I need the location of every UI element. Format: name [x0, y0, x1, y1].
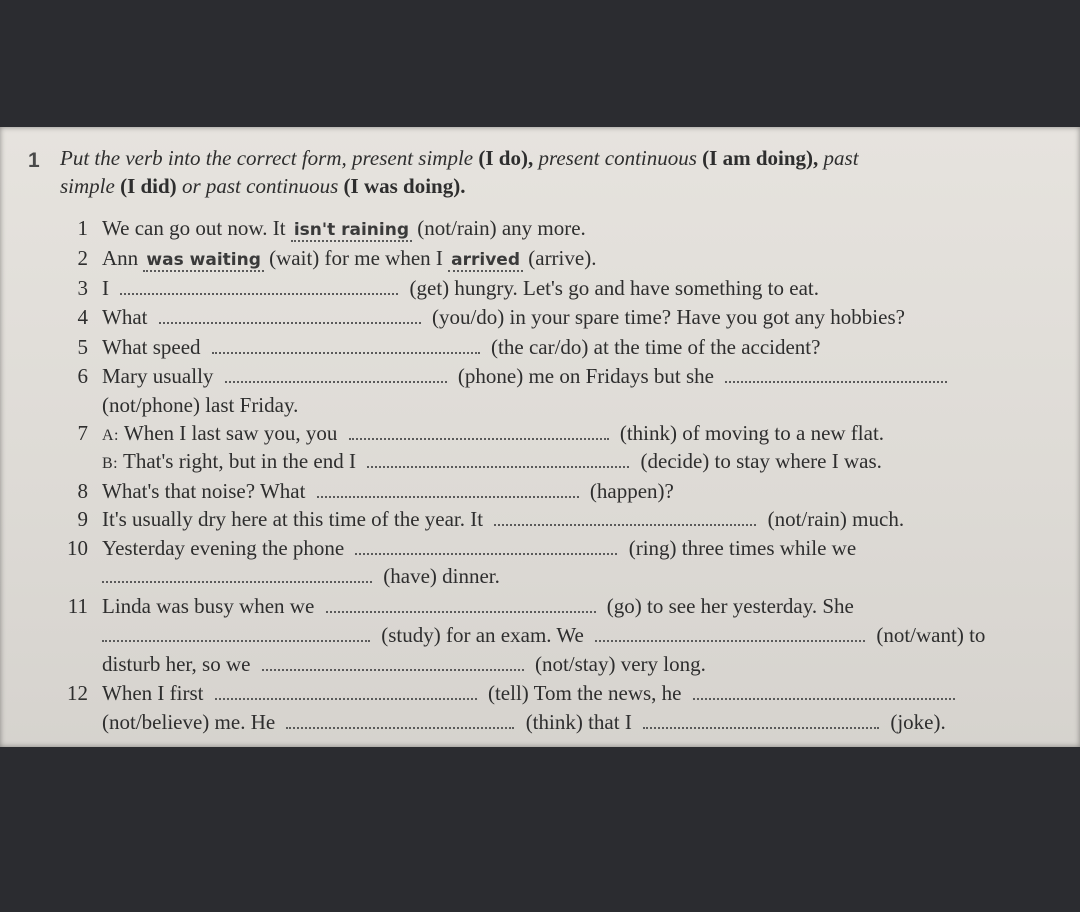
blank-field[interactable]: [595, 638, 865, 642]
blank-field[interactable]: [725, 379, 947, 383]
exercise-instruction: [60, 144, 1060, 200]
item-number: 5: [77, 335, 88, 359]
item-text: (arrive).: [528, 246, 597, 270]
item-text: Ann: [102, 246, 139, 270]
item-text: What speed: [102, 335, 201, 359]
blank-field[interactable]: [159, 320, 421, 324]
blank-field[interactable]: [326, 609, 596, 613]
blank-field[interactable]: [355, 551, 617, 555]
item-text: What's that noise? What: [102, 479, 306, 503]
item-number: 7: [77, 421, 88, 445]
blank-field[interactable]: [349, 436, 609, 440]
speaker-label: A:: [102, 427, 119, 444]
answer-field[interactable]: [143, 246, 263, 272]
blank-field[interactable]: [367, 464, 629, 468]
item-text: It's usually dry here at this time of the year. It: [102, 507, 484, 531]
item-number: 8: [77, 479, 88, 503]
blank-field[interactable]: [693, 696, 955, 700]
item-text: (not/phone) last Friday.: [102, 393, 299, 417]
item-text: (think) that I: [525, 710, 632, 734]
answer-text: arrived: [451, 250, 520, 270]
answer-text: isn't raining: [293, 220, 410, 240]
blank-field[interactable]: [102, 638, 370, 642]
item-number: 3: [77, 276, 88, 300]
blank-field[interactable]: [286, 725, 514, 729]
item-number: 11: [67, 594, 88, 618]
blank-field[interactable]: [643, 725, 879, 729]
item-text: (get) hungry. Let's go and have something to eat.: [409, 276, 819, 300]
instruction-text: Put the verb into the correct form, present simple: [60, 146, 474, 170]
item-text: (tell) Tom the news, he: [487, 681, 682, 705]
speaker-label: B:: [102, 455, 119, 472]
item-text: (ring) three times while we: [628, 536, 857, 560]
blank-field[interactable]: [215, 696, 477, 700]
instruction-example: (I am doing),: [702, 146, 819, 170]
item-number: 6: [77, 364, 88, 388]
item-number: 4: [77, 305, 88, 329]
instruction-example: (I was doing).: [343, 174, 466, 198]
item-text: (wait) for me when I: [269, 246, 443, 270]
item-text: (go) to see her yesterday. She: [606, 594, 854, 618]
item-text: (happen)?: [589, 479, 674, 503]
item-text: (not/want) to: [876, 623, 986, 647]
item-number: 10: [67, 536, 88, 560]
item-text: Linda was busy when we: [102, 594, 315, 618]
item-number: 2: [77, 246, 88, 270]
item-text: (have) dinner.: [383, 564, 500, 588]
item-text: When I last saw you, you: [123, 421, 338, 445]
blank-field[interactable]: [225, 379, 447, 383]
item-text: (not/believe) me. He: [102, 710, 276, 734]
item-number: 12: [67, 681, 88, 705]
item-text: (decide) to stay where I was.: [640, 449, 882, 473]
blank-field[interactable]: [102, 579, 372, 583]
answer-field[interactable]: [291, 216, 412, 242]
instruction-text: present continuous: [538, 146, 697, 170]
instruction-text: simple: [60, 174, 115, 198]
answer-field[interactable]: [448, 246, 523, 272]
item-text: (study) for an exam. We: [381, 623, 584, 647]
item-text: (the car/do) at the time of the accident?: [491, 335, 821, 359]
instruction-example: (I did): [120, 174, 177, 198]
blank-field[interactable]: [120, 291, 398, 295]
item-text: When I first: [102, 681, 204, 705]
instruction-text: past: [823, 146, 859, 170]
item-text: (think) of moving to a new flat.: [619, 421, 885, 445]
item-text: That's right, but in the end I: [123, 449, 356, 473]
item-text: (not/rain) much.: [767, 507, 905, 531]
textbook-page: [0, 127, 1080, 747]
exercise-number: 1: [28, 149, 40, 172]
item-text: Mary usually: [102, 364, 214, 388]
blank-field[interactable]: [317, 494, 579, 498]
answer-text: was waiting: [146, 250, 261, 270]
blank-field[interactable]: [262, 667, 524, 671]
blank-field[interactable]: [494, 522, 756, 526]
item-number: 9: [77, 507, 88, 531]
item-text: (phone) me on Fridays but she: [457, 364, 714, 388]
item-text: (joke).: [890, 710, 946, 734]
item-text: (not/rain) any more.: [417, 216, 586, 240]
item-text: (not/stay) very long.: [534, 652, 706, 676]
instruction-text: or past continuous: [181, 174, 339, 198]
item-text: What: [102, 305, 148, 329]
item-text: disturb her, so we: [102, 652, 251, 676]
blank-field[interactable]: [212, 350, 480, 354]
instruction-example: (I do),: [478, 146, 534, 170]
item-text: I: [102, 276, 109, 300]
item-text: (you/do) in your spare time? Have you got any hobbies?: [431, 305, 905, 329]
item-text: Yesterday evening the phone: [102, 536, 345, 560]
item-text: We can go out now. It: [102, 216, 286, 240]
item-number: 1: [77, 216, 88, 240]
